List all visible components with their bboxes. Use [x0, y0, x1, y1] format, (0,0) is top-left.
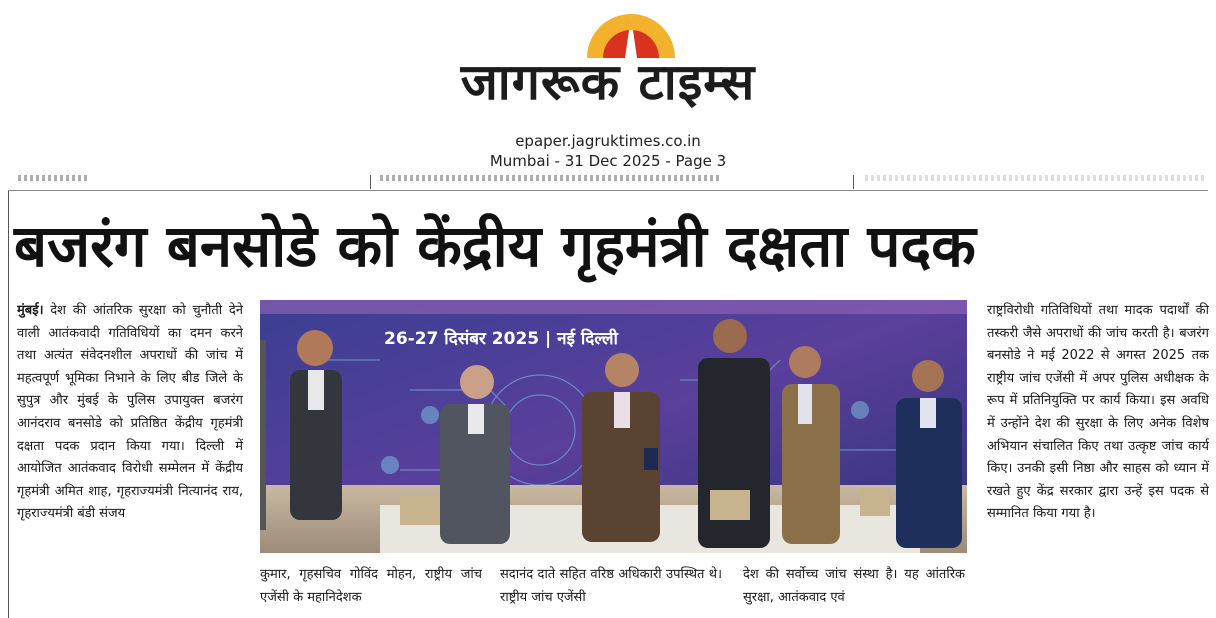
article-column-right: राष्ट्रविरोधी गतिविधियों तथा मादक पदार्थों की तस्करी जैसे अपराधों की जांच करती है। बजरंग बनसोडे ने मई 2022 से अगस्त 2025 तक राष्ट्रीय जांच एजेंसी में अपर पुलिस अधीक्षक के रूप में प्रतिनियुक्ति पर कार्य किया। इस अवधि में उन्होंने देश की सुरक्षा के लिए अनेक विशेष अभियान संचालित किए तथा उत्कृष्ट जांच कार्य किए। उनकी इसी निष्ठा और साहस को ध्यान में रखते हुए केंद्र सरकार द्वारा उन्हें इस पदक से सम्मानित किया गया है।	[987, 303, 1209, 522]
article-column-bottom-1: कुमार, गृहसचिव गोविंद मोहन, राष्ट्रीय जांच एजेंसी के महानिदेशक	[260, 567, 482, 605]
dateline: मुंबई।	[17, 303, 44, 318]
article-divider-top	[8, 190, 1208, 191]
article-photo	[260, 300, 967, 553]
article-divider-left	[8, 190, 9, 618]
article-column-left	[17, 300, 243, 618]
clipped-previous-row	[0, 175, 1216, 189]
edition-info: Mumbai - 31 Dec 2025 - Page 3	[489, 152, 727, 170]
newspaper-logo	[418, 8, 798, 113]
article-column-bottom-2: सदानंद दाते सहित वरिष्ठ अधिकारी उपस्थित थे। राष्ट्रीय जांच एजेंसी	[500, 567, 722, 605]
article-headline: बजरंग बनसोडे को केंद्रीय गृहमंत्री दक्षता पदक	[14, 212, 976, 280]
epaper-url[interactable]: epaper.jagruktimes.co.in	[515, 132, 701, 150]
brand-name: जागरूक टाइम्स	[460, 53, 756, 111]
column-left-text: देश की आंतरिक सुरक्षा को चुनौती देने वाली आतंकवादी गतिविधियों का दमन करने तथा अत्यंत संवेदनशील अपराधों की जांच में महत्वपूर्ण भूमिका निभाने के लिए बीड जिले के सुपुत्र और मुंबई के पुलिस उपायुक्त बजरंग आनंदराव बनसोडे को प्रतिष्ठित केंद्रीय गृहमंत्री दक्षता पदक प्रदान किया गया। दिल्ली में आयोजित आतंकवाद विरोधी सम्मेलन में केंद्रीय गृहमंत्री अमित शाह, गृहराज्यमंत्री नित्यानंद राय, गृहराज्यमंत्री बंडी संजय	[17, 303, 243, 522]
event-banner-text: 26-27 दिसंबर 2025 | नई दिल्ली	[384, 329, 618, 349]
article-column-bottom-3: देश की सर्वोच्च जांच संस्था है। यह आंतरिक सुरक्षा, आतंकवाद एवं	[743, 567, 965, 605]
masthead	[0, 0, 1216, 175]
